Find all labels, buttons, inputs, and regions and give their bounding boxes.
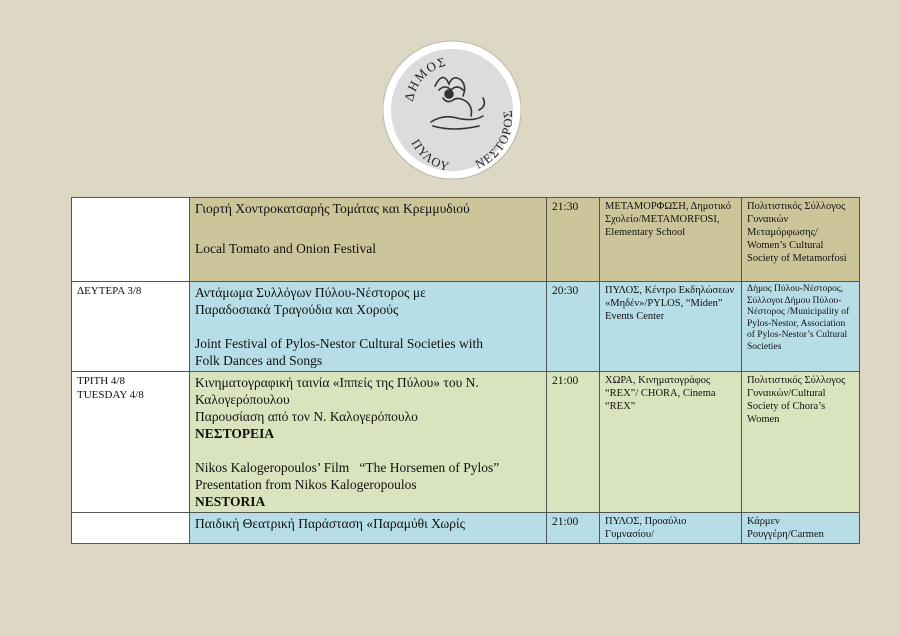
event-series-gr: ΝΕΣΤΟΡΕΙΑ [195, 426, 275, 441]
table-row [72, 372, 860, 513]
municipality-logo [383, 40, 521, 180]
table-row [72, 198, 860, 282]
organizer-cell: Δήμος Πύλου-Νέστορος, Σύλλογοι Δήμου Πύλου-Νέστορος /Municipality of Pylos-Nestor, Association of Pylos-Nestor’s Cultural Societies [742, 282, 860, 372]
logo-text-bottom-right: ΝΕΣΤΟΡΟΣ [473, 108, 516, 172]
organizer-cell: Πολιτιστικός Σύλλογος Γυναικών Μεταμόρφωσης/ Women’s Cultural Society of Metamorfosi [742, 198, 860, 282]
date-label: ΔΕΥΤΕΡΑ 3/8 [77, 285, 142, 297]
date-cell [72, 513, 190, 544]
event-title-gr: Κινηματογραφική ταινία «Ιππείς της Πύλου» του Ν. [195, 375, 479, 390]
table-row [72, 282, 860, 372]
time-cell: 21:30 [547, 198, 600, 282]
time-cell: 20:30 [547, 282, 600, 372]
table-row [72, 513, 860, 544]
date-label: TUESDAY 4/8 [77, 389, 144, 401]
event-presenter-en: Presentation from Nikos Kalogeropoulos [195, 477, 417, 492]
event-title-en: Joint Festival of Pylos-Nestor Cultural Societies with [195, 336, 483, 351]
event-series-en: NESTORIA [195, 494, 266, 509]
time-cell: 21:00 [547, 372, 600, 513]
logo-text-top: ΔΗΜΟΣ [401, 53, 449, 103]
event-title-gr: Γιορτή Χοντροκατσαρής Τομάτας και Κρεμμυδιού [195, 201, 470, 216]
event-title-gr: Καλογερόπουλου [195, 392, 290, 407]
schedule-table [71, 197, 860, 544]
time-cell: 21:00 [547, 513, 600, 544]
event-presenter-gr: Παρουσίαση από τον Ν. Καλογερόπουλο [195, 409, 418, 424]
event-cell [190, 282, 547, 372]
venue-cell: ΧΩΡΑ, Κινηματογράφος “REX”/ CHORA, Cinema “REX” [600, 372, 742, 513]
venue-cell: ΠΥΛΟΣ, Κέντρο Εκδηλώσεων «Μηδέν»/PYLOS, “Miden” Events Center [600, 282, 742, 372]
venue-cell: ΠΥΛΟΣ, Προαύλιο Γυμνασίου/ [600, 513, 742, 544]
event-title-gr: Παιδική Θεατρική Παράσταση «Παραμύθι Χωρίς [195, 516, 466, 531]
event-title-gr: Παραδοσιακά Τραγούδια και Χορούς [195, 302, 399, 317]
event-title-en: Local Tomato and Onion Festival [195, 241, 377, 256]
venue-cell: ΜΕΤΑΜΟΡΦΩΣΗ, Δημοτικό Σχολείο/METAMORFOSI, Elementary School [600, 198, 742, 282]
event-cell [190, 372, 547, 513]
organizer-cell: Κάρμεν Ρουγγέρη/Carmen [742, 513, 860, 544]
logo-text-bottom-left: ΠΥΛΟΥ [408, 136, 452, 175]
date-cell [72, 198, 190, 282]
organizer-cell: Πολιτιστικός Σύλλογος Γυναικών/Cultural Society of Chora’s Women [742, 372, 860, 513]
event-title-en: Nikos Kalogeropoulos’ Film “The Horsemen of Pylos” [195, 460, 500, 475]
date-cell [72, 282, 190, 372]
event-cell [190, 198, 547, 282]
event-title-gr: Αντάμωμα Συλλόγων Πύλου-Νέστορος με [195, 285, 426, 300]
date-label: ΤΡΙΤΗ 4/8 [77, 375, 125, 387]
event-title-en: Folk Dances and Songs [195, 353, 323, 368]
date-cell [72, 372, 190, 513]
event-cell [190, 513, 547, 544]
